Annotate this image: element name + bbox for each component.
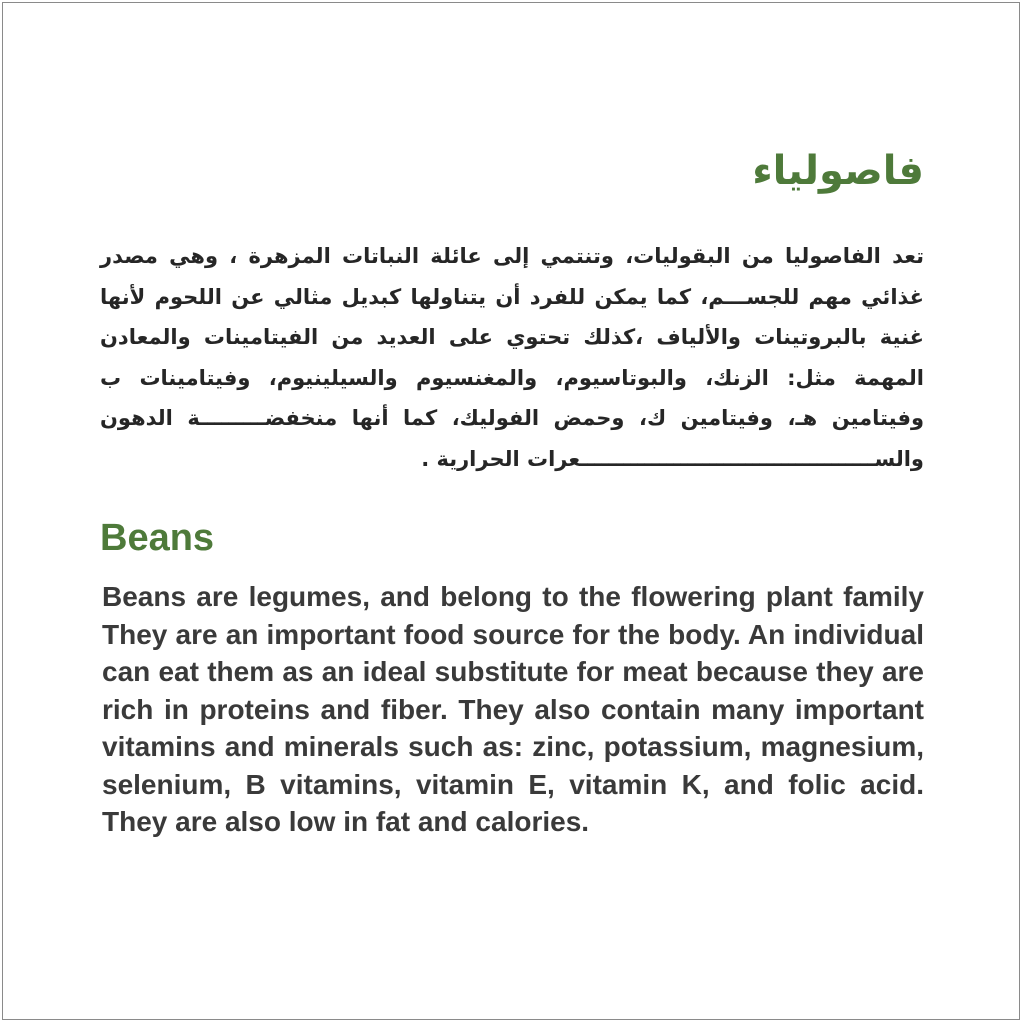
english-paragraph: Beans are legumes, and belong to the flowering plant family They are an important food source for the body. An individual can eat them as an ideal substitute for meat because they are rich in proteins and fiber. They also contain many important vitamins and minerals such as: zinc, potassium, magnesium, selenium, B vitamins, vitamin E, vitamin K, and folic acid. They are also low in fat and calories. (102, 581, 924, 837)
english-title: Beans (100, 517, 215, 559)
arabic-paragraph: تعد الفاصوليا من البقوليات، وتنتمي إلى عائلة النباتات المزهرة ، وهي مصدر غذائي مهم للجســـم، كما يمكن للفرد أن يتناولها كبديل مثالي عن اللحوم لأنها غنية بالبروتينات والألياف ،كذلك تحتوي على العديد من الفيتامينات والمعادن المهمة مثل: الزنك، والبوتاسيوم، والمغنسيوم والسيلينيوم، وفيتامينات ب وفيتامين هـ، وفيتامين ك، وحمض الفوليك، كما أنها منخفضـــــــــة الدهون والســـــــــــــــــــــــــــــــــــــــــعرات الحرارية . (100, 244, 924, 471)
arabic-title: فاصولياء (752, 148, 924, 194)
